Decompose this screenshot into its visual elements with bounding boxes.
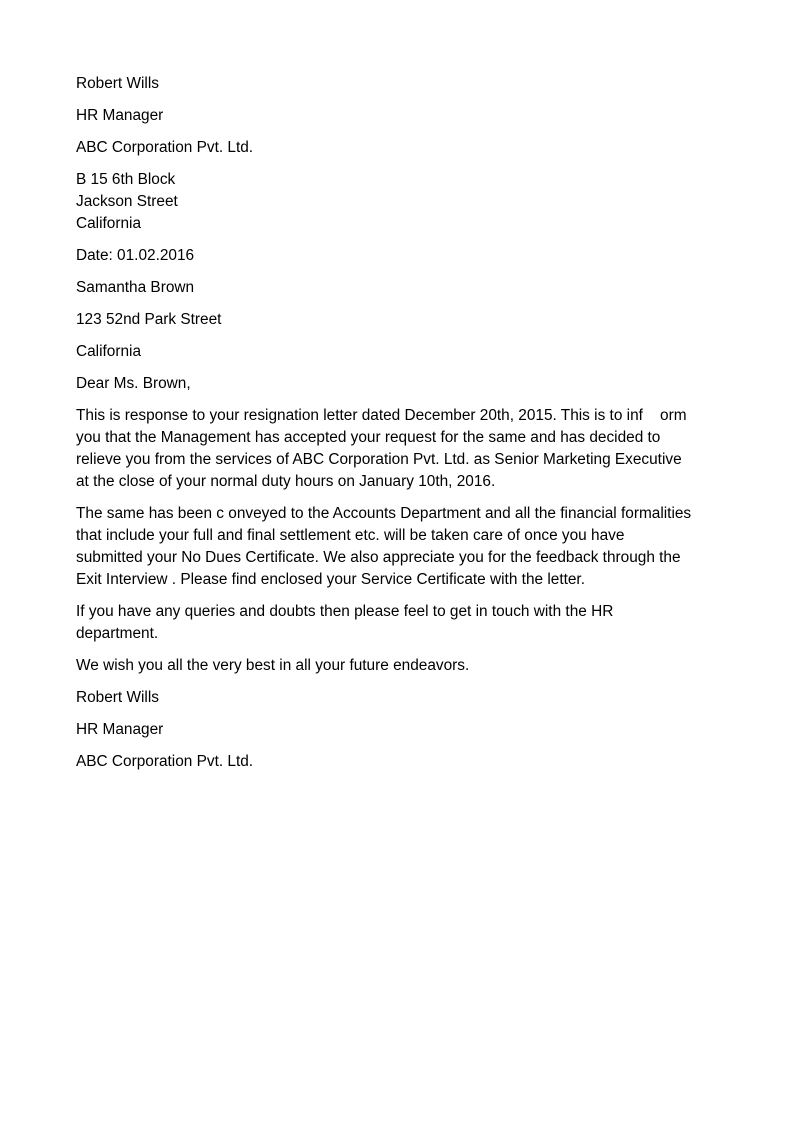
paragraph-line: that include your full and final settlement etc. will be taken care of once you have <box>76 527 625 544</box>
recipient-street: 123 52nd Park Street <box>76 311 222 328</box>
paragraph-line: department. <box>76 625 159 642</box>
signature-company: ABC Corporation Pvt. Ltd. <box>76 753 254 770</box>
paragraph-line: We wish you all the very best in all your future endeavors. <box>76 657 470 674</box>
sender-address-line: B 15 6th Block <box>76 171 176 188</box>
paragraph-line: you that the Management has accepted your request for the same and has decided to <box>76 429 661 446</box>
signature-title: HR Manager <box>76 721 164 738</box>
body-paragraph-4 <box>76 655 716 677</box>
signature-name-block <box>76 687 716 709</box>
recipient-city: California <box>76 343 142 360</box>
recipient-city-block <box>76 341 716 363</box>
signature-name: Robert Wills <box>76 689 159 706</box>
sender-company-block <box>76 137 716 159</box>
date-block <box>76 245 716 267</box>
salutation: Dear Ms. Brown, <box>76 375 191 392</box>
salutation-block <box>76 373 716 395</box>
body-paragraph-1 <box>76 405 716 493</box>
sender-address-line: California <box>76 215 142 232</box>
paragraph-line: Exit Interview . Please find enclosed your Service Certificate with the letter. <box>76 571 585 588</box>
recipient-name-block <box>76 277 716 299</box>
sender-address-line: Jackson Street <box>76 193 178 210</box>
paragraph-line: The same has been c onveyed to the Accounts Department and all the financial formalities <box>76 505 692 522</box>
paragraph-line: relieve you from the services of ABC Corporation Pvt. Ltd. as Senior Marketing Executive <box>76 451 682 468</box>
sender-company: ABC Corporation Pvt. Ltd. <box>76 139 254 156</box>
body-paragraph-3 <box>76 601 716 645</box>
letter-page <box>76 73 716 783</box>
sender-name: Robert Wills <box>76 75 159 92</box>
sender-title-block <box>76 105 716 127</box>
sender-title: HR Manager <box>76 107 164 124</box>
letter-date: Date: 01.02.2016 <box>76 247 195 264</box>
signature-company-block <box>76 751 716 773</box>
paragraph-line: submitted your No Dues Certificate. We also appreciate you for the feedback through the <box>76 549 681 566</box>
sender-address <box>76 169 716 235</box>
paragraph-line: If you have any queries and doubts then please feel to get in touch with the HR <box>76 603 614 620</box>
recipient-name: Samantha Brown <box>76 279 195 296</box>
signature-title-block <box>76 719 716 741</box>
body-paragraph-2 <box>76 503 716 591</box>
recipient-street-block <box>76 309 716 331</box>
sender-name-block <box>76 73 716 95</box>
paragraph-line: This is response to your resignation letter dated December 20th, 2015. This is to inf orm <box>76 407 687 424</box>
paragraph-line: at the close of your normal duty hours on January 10th, 2016. <box>76 473 496 490</box>
